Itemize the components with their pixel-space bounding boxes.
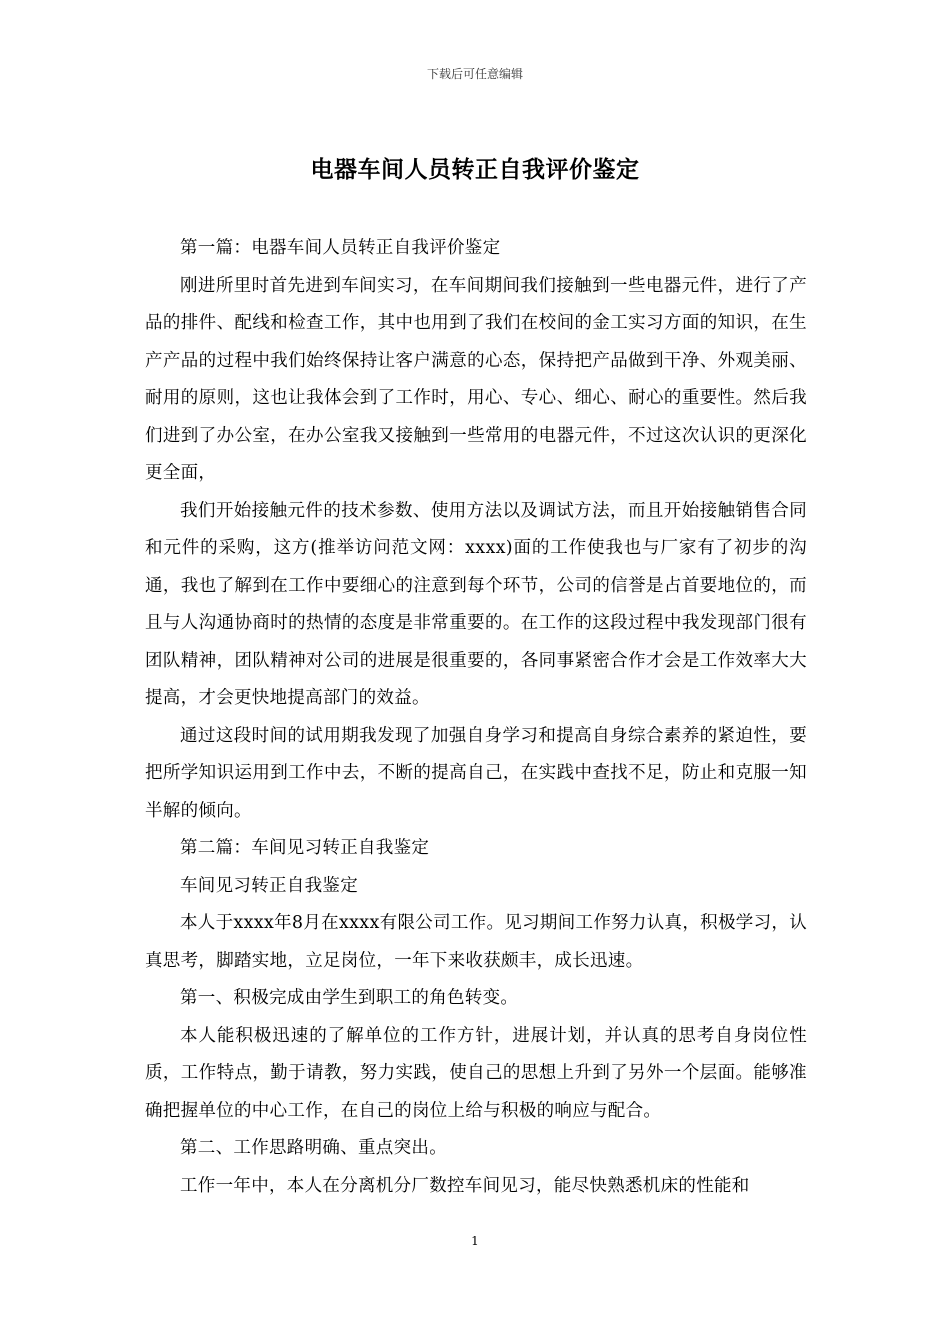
body-paragraph: 通过这段时间的试用期我发现了加强自身学习和提高自身综合素养的紧迫性，要把所学知识运用到工作中去，不断的提高自己，在实践中查找不足，防止和克服一知半解的倾向。 [145, 725, 807, 821]
body-paragraph: 刚进所里时首先进到车间实习，在车间期间我们接触到一些电器元件，进行了产品的排件、配线和检查工作，其中也用到了我们在校间的金工实习方面的知识，在生产产品的过程中我们始终保持让客户满意的心态，保持把产品做到干净、外观美丽、耐用的原则，这也让我体会到了工作时，用心、专心、细心、耐心的重要性。然后我们进到了办公室，在办公室我又接触到一些常用的电器元件，不过这次认识的更深化更全面， [145, 275, 807, 483]
section-heading-1: 第一篇：电器车间人员转正自我评价鉴定 [180, 238, 501, 258]
section-heading-2: 第二篇：车间见习转正自我鉴定 [180, 838, 430, 858]
document-title: 电器车间人员转正自我评价鉴定 [310, 156, 640, 183]
body-paragraph: 我们开始接触元件的技术参数、使用方法以及调试方法，而且开始接触销售合同和元件的采购，这方(推举访问范文网：xxxx)面的工作使我也与厂家有了初步的沟通，我也了解到在工作中要细心的注意到每个环节，公司的信誉是占首要地位的，而且与人沟通协商时的热情的态度是非常重要的。在工作的这段过程中我发现部门很有团队精神，团队精神对公司的进展是很重要的，各同事紧密合作才会是工作效率大大提高，才会更快地提高部门的效益。 [145, 500, 807, 708]
page-header-note: 下载后可任意编辑 [426, 67, 523, 81]
point-heading-1: 第一、积极完成由学生到职工的角色转变。 [180, 988, 519, 1008]
subsection-title: 车间见习转正自我鉴定 [180, 875, 358, 896]
point-heading-2: 第二、工作思路明确、重点突出。 [180, 1138, 447, 1158]
document-body [145, 230, 807, 1205]
page-number: 1 [471, 1234, 479, 1248]
body-paragraph: 工作一年中，本人在分离机分厂数控车间见习，能尽快熟悉机床的性能和 [180, 1175, 750, 1196]
body-paragraph: 本人能积极迅速的了解单位的工作方针，进展计划，并认真的思考自身岗位性质，工作特点，勤于请教，努力实践，使自己的思想上升到了另外一个层面。能够准确把握单位的中心工作，在自己的岗位上给与积极的响应与配合。 [145, 1025, 807, 1121]
body-paragraph: 本人于xxxx年8月在xxxx有限公司工作。见习期间工作努力认真，积极学习，认真思考，脚踏实地，立足岗位，一年下来收获颇丰，成长迅速。 [145, 913, 807, 971]
